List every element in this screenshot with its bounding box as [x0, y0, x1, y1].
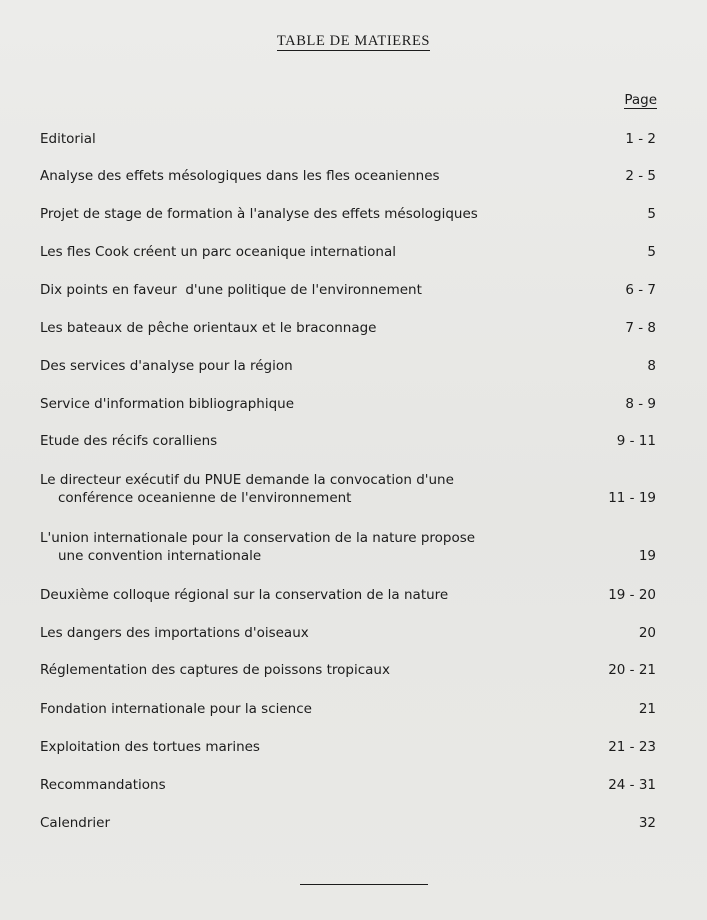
toc-entry	[40, 661, 660, 679]
toc-entry-page: 21	[638, 701, 656, 717]
toc-entry	[40, 167, 660, 185]
toc-entry-label: Des services d'analyse pour la région	[40, 358, 293, 374]
toc-entry-label: Analyse des effets mésologiques dans les fles oceaniennes	[40, 168, 440, 184]
toc-entry	[40, 471, 660, 507]
toc-entry	[40, 395, 660, 413]
toc-entry	[40, 357, 660, 375]
toc-entry-page: 11 - 19	[608, 490, 656, 506]
toc-entry-label: Recommandations	[40, 777, 166, 793]
toc-entry	[40, 243, 660, 261]
toc-entry-page: 24 - 31	[608, 777, 656, 793]
toc-entry	[40, 432, 660, 450]
toc-entry	[40, 529, 660, 565]
toc-entry-label: Projet de stage de formation à l'analyse des effets mésologiques	[40, 206, 478, 222]
toc-entry-label: Dix points en faveur d'une politique de l'environnement	[40, 282, 422, 298]
toc-entry-label: Etude des récifs coralliens	[40, 433, 218, 449]
toc-entry-page: 5	[647, 244, 656, 260]
toc-entry-page: 19	[638, 548, 656, 564]
toc-entry-label: Deuxième colloque régional sur la conservation de la nature	[40, 587, 449, 603]
toc-entry-label: L'union internationale pour la conservation de la nature propose une convention internationale	[40, 530, 476, 564]
toc-entry-page: 7 - 8	[625, 320, 656, 336]
toc-entry-page: 20 - 21	[608, 662, 656, 678]
toc-entry-page: 21 - 23	[608, 739, 656, 755]
toc-entry-label: Les dangers des importations d'oiseaux	[40, 625, 309, 641]
toc-entry	[40, 700, 660, 718]
page-header-text: Page	[624, 92, 657, 108]
toc-entry-page: 8 - 9	[625, 396, 656, 412]
toc-entry-label: Le directeur exécutif du PNUE demande la convocation d'une conférence oceanienne de l'environnement	[40, 472, 454, 506]
toc-entry	[40, 814, 660, 832]
toc-entry-label: Exploitation des tortues marines	[40, 739, 260, 755]
toc-entry-page: 6 - 7	[625, 282, 656, 298]
page-column-header	[624, 92, 657, 108]
toc-entry	[40, 738, 660, 756]
toc-entry	[40, 776, 660, 794]
toc-entry-label: Fondation internationale pour la science	[40, 701, 312, 717]
toc-entry-page: 19 - 20	[608, 587, 656, 603]
toc-entry	[40, 319, 660, 337]
toc-entry-label: Réglementation des captures de poissons tropicaux	[40, 662, 390, 678]
toc-entry	[40, 130, 660, 148]
toc-entry-page: 8	[647, 358, 656, 374]
toc-entry-label: Les bateaux de pêche orientaux et le braconnage	[40, 320, 377, 336]
toc-entry-page: 5	[647, 206, 656, 222]
toc-entry-label: Les fles Cook créent un parc oceanique international	[40, 244, 396, 260]
title-text: TABLE DE MATIERES	[276, 33, 431, 49]
toc-entry	[40, 586, 660, 604]
toc-entry	[40, 205, 660, 223]
toc-entry-page: 20	[638, 625, 656, 641]
toc-entry	[40, 281, 660, 299]
toc-entry	[40, 624, 660, 642]
toc-entry-label: Calendrier	[40, 815, 111, 831]
toc-entry-label: Editorial	[40, 131, 96, 147]
document-title	[0, 33, 707, 50]
closing-divider	[300, 884, 428, 885]
toc-entry-page: 32	[638, 815, 656, 831]
toc-entry-page: 1 - 2	[625, 131, 656, 147]
toc-entry-page: 9 - 11	[616, 433, 656, 449]
toc-entry-page: 2 - 5	[625, 168, 656, 184]
toc-entry-label: Service d'information bibliographique	[40, 396, 295, 412]
